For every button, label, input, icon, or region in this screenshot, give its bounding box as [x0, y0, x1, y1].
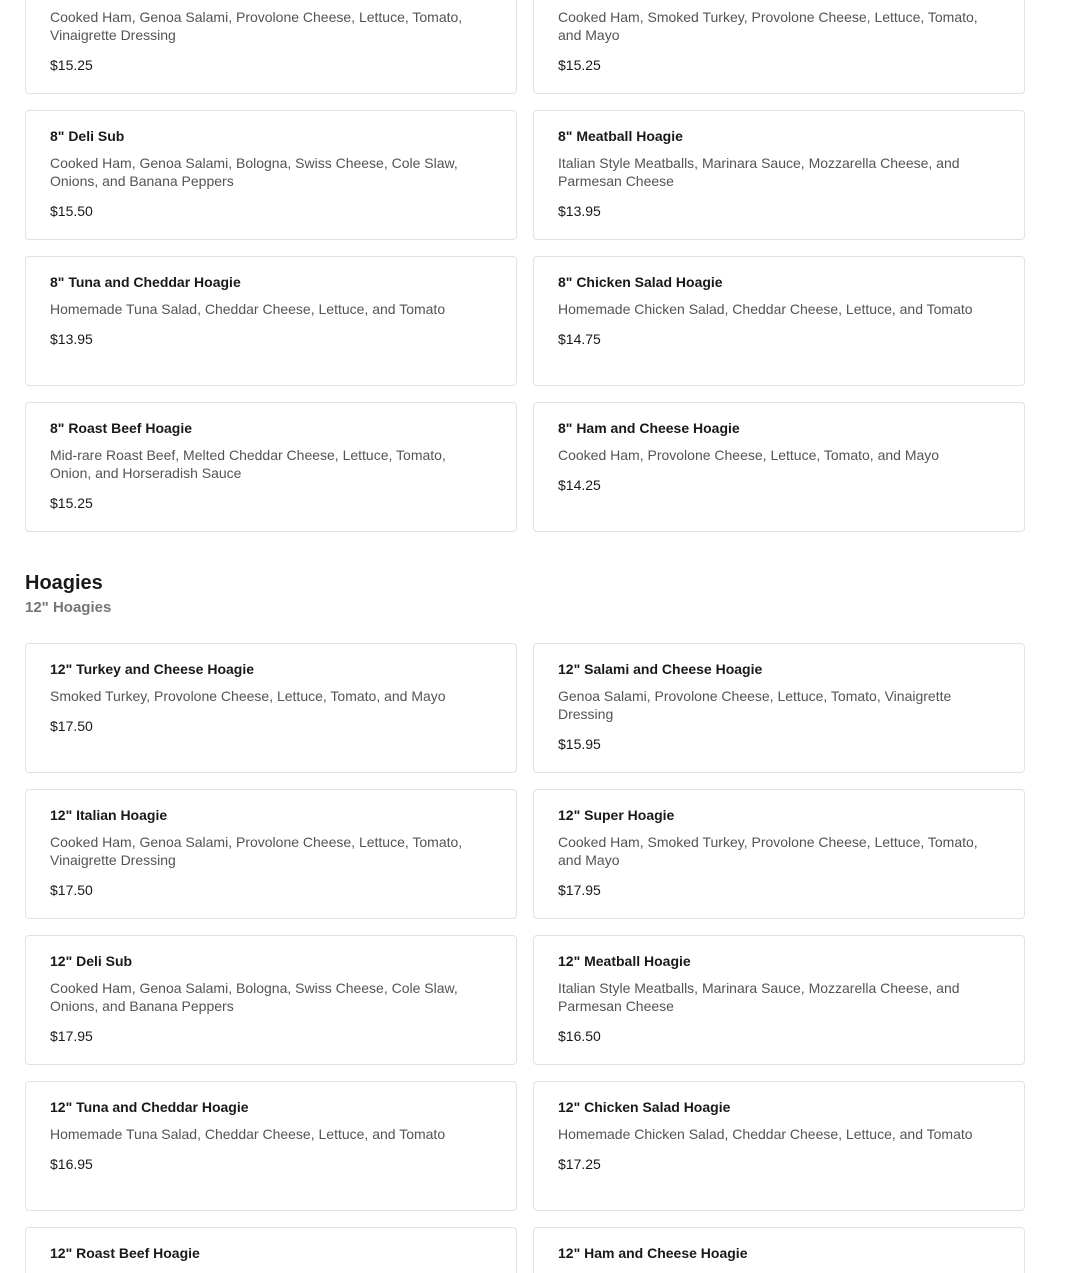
- menu-item-card[interactable]: [533, 1227, 1025, 1273]
- menu-item-description: Smoked Turkey, Provolone Cheese, Lettuce, Tomato, and Mayo: [50, 688, 446, 704]
- menu-item-description: Mid-rare Roast Beef, Melted Cheddar Cheese, Lettuce, Tomato, Onion, and Horseradish Sauce: [50, 447, 446, 481]
- menu-item-card[interactable]: [25, 935, 517, 1065]
- menu-item-price: $13.95: [50, 331, 93, 347]
- menu-item-grid-8-inch: [25, 0, 1025, 532]
- menu-item-name: 8" Ham and Cheese Hoagie: [558, 420, 740, 436]
- menu-item-description: Cooked Ham, Smoked Turkey, Provolone Cheese, Lettuce, Tomato, and Mayo: [558, 834, 978, 868]
- menu-item-description: Cooked Ham, Genoa Salami, Provolone Cheese, Lettuce, Tomato, Vinaigrette Dressing: [50, 834, 463, 868]
- menu-item-card[interactable]: [25, 1227, 517, 1273]
- menu-item-name: 12" Turkey and Cheese Hoagie: [50, 661, 255, 677]
- menu-item-price: $17.50: [50, 718, 93, 734]
- menu-item-card[interactable]: [533, 110, 1025, 240]
- menu-item-description: Homemade Chicken Salad, Cheddar Cheese, Lettuce, and Tomato: [558, 301, 973, 317]
- menu-item-name: 12" Meatball Hoagie: [558, 953, 691, 969]
- menu-item-card[interactable]: [533, 643, 1025, 773]
- section-title: Hoagies: [25, 572, 103, 594]
- menu-item-name: 12" Roast Beef Hoagie: [50, 1245, 200, 1261]
- menu-item-description: Homemade Tuna Salad, Cheddar Cheese, Lettuce, and Tomato: [50, 1126, 446, 1142]
- menu-item-price: $17.50: [50, 882, 93, 898]
- menu-item-card[interactable]: [25, 643, 517, 773]
- menu-item-name: 12" Salami and Cheese Hoagie: [558, 661, 763, 677]
- menu-item-name: 12" Ham and Cheese Hoagie: [558, 1245, 748, 1261]
- menu-item-description: Cooked Ham, Genoa Salami, Provolone Cheese, Lettuce, Tomato, Vinaigrette Dressing: [50, 9, 463, 43]
- menu-item-description: Italian Style Meatballs, Marinara Sauce, Mozzarella Cheese, and Parmesan Cheese: [558, 980, 960, 1014]
- menu-item-card[interactable]: [533, 256, 1025, 386]
- menu-item-price: $16.50: [558, 1028, 601, 1044]
- menu-item-name: 8" Roast Beef Hoagie: [50, 420, 193, 436]
- menu-item-card[interactable]: [25, 110, 517, 240]
- menu-item-name: 12" Super Hoagie: [558, 807, 675, 823]
- menu-item-price: $17.95: [558, 882, 601, 898]
- menu-item-card[interactable]: [533, 1081, 1025, 1211]
- menu-item-description: Cooked Ham, Genoa Salami, Bologna, Swiss Cheese, Cole Slaw, Onions, and Banana Peppers: [50, 155, 458, 189]
- menu-item-price: $14.25: [558, 477, 601, 493]
- menu-item-name: 8" Meatball Hoagie: [558, 128, 683, 144]
- menu-item-name: 12" Tuna and Cheddar Hoagie: [50, 1099, 249, 1115]
- menu-item-price: $15.95: [558, 736, 601, 752]
- menu-item-card[interactable]: [533, 0, 1025, 94]
- menu-item-description: Cooked Ham, Smoked Turkey, Provolone Cheese, Lettuce, Tomato, and Mayo: [558, 9, 978, 43]
- menu-item-price: $17.95: [50, 1028, 93, 1044]
- menu-item-description: Homemade Tuna Salad, Cheddar Cheese, Lettuce, and Tomato: [50, 301, 446, 317]
- menu-item-card[interactable]: [533, 935, 1025, 1065]
- section-header: [25, 571, 111, 618]
- menu-item-description: Genoa Salami, Provolone Cheese, Lettuce, Tomato, Vinaigrette Dressing: [558, 688, 952, 722]
- menu-item-description: Cooked Ham, Provolone Cheese, Lettuce, Tomato, and Mayo: [558, 447, 940, 463]
- menu-item-price: $17.25: [558, 1156, 601, 1172]
- menu-item-price: $15.25: [50, 57, 93, 73]
- menu-item-price: $15.25: [50, 495, 93, 511]
- menu-item-description: Homemade Chicken Salad, Cheddar Cheese, Lettuce, and Tomato: [558, 1126, 973, 1142]
- menu-item-description: Italian Style Meatballs, Marinara Sauce, Mozzarella Cheese, and Parmesan Cheese: [558, 155, 960, 189]
- menu-item-name: 12" Deli Sub: [50, 953, 133, 969]
- menu-item-price: $15.25: [558, 57, 601, 73]
- menu-item-card[interactable]: [25, 0, 517, 94]
- menu-item-price: $16.95: [50, 1156, 93, 1172]
- menu-item-card[interactable]: [25, 1081, 517, 1211]
- menu-item-price: $13.95: [558, 203, 601, 219]
- menu-item-name: 8" Tuna and Cheddar Hoagie: [50, 274, 241, 290]
- menu-item-price: $15.50: [50, 203, 93, 219]
- menu-item-name: 12" Chicken Salad Hoagie: [558, 1099, 731, 1115]
- menu-item-name: 8" Deli Sub: [50, 128, 125, 144]
- menu-item-card[interactable]: [533, 402, 1025, 532]
- menu-item-price: $14.75: [558, 331, 601, 347]
- section-subtitle: 12" Hoagies: [25, 599, 112, 616]
- menu-item-name: 8" Chicken Salad Hoagie: [558, 274, 723, 290]
- menu-item-card[interactable]: [25, 402, 517, 532]
- menu-item-grid-12-inch: [25, 643, 1025, 1273]
- menu-item-card[interactable]: [533, 789, 1025, 919]
- menu-item-name: 12" Italian Hoagie: [50, 807, 168, 823]
- menu-item-card[interactable]: [25, 789, 517, 919]
- menu-item-card[interactable]: [25, 256, 517, 386]
- menu-item-description: Cooked Ham, Genoa Salami, Bologna, Swiss Cheese, Cole Slaw, Onions, and Banana Peppers: [50, 980, 458, 1014]
